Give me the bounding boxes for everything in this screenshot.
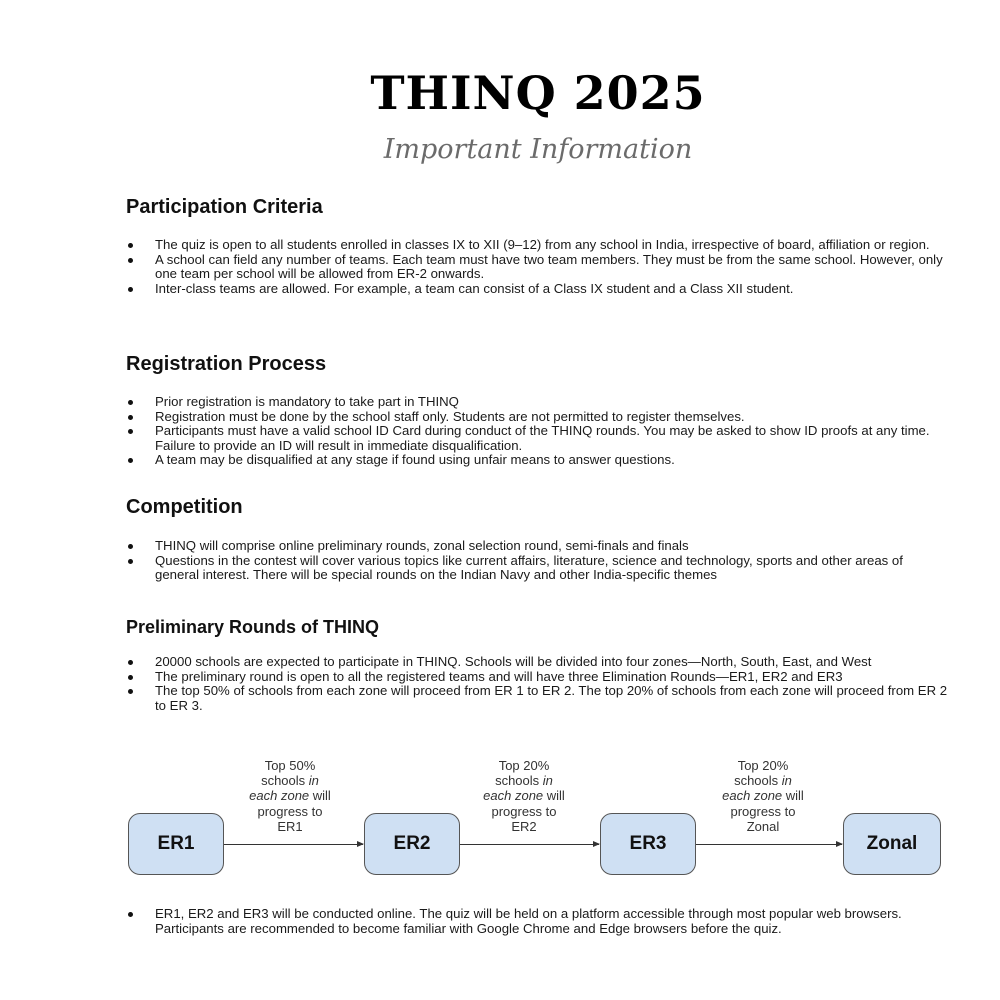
section-heading-registration: Registration Process	[126, 353, 327, 375]
preliminary-list	[126, 655, 948, 713]
flow-note: Top 50% schools in each zone will progress to ER1	[249, 758, 331, 834]
flow-box-er3: ER3	[600, 813, 696, 875]
elimination-flow-diagram	[126, 755, 946, 880]
list-item: The preliminary round is open to all the registered teams and will have three Elimination Rounds—ER1, ER2 and ER3	[126, 670, 948, 685]
section-heading-competition: Competition	[126, 496, 243, 518]
list-item: Questions in the contest will cover various topics like current affairs, literature, science and technology, sports and other areas of general interest. There will be special rounds on the Indian Navy and other India-specific themes	[126, 554, 948, 583]
list-item: A team may be disqualified at any stage if found using unfair means to answer questions.	[126, 453, 948, 468]
list-item: Inter-class teams are allowed. For example, a team can consist of a Class IX student and a Class XII student.	[126, 282, 948, 297]
arrow-right-icon	[460, 844, 599, 845]
page-title: THINQ 2025	[370, 66, 706, 120]
flow-note: Top 20% schools in each zone will progress to Zonal	[722, 758, 804, 834]
registration-list	[126, 395, 948, 468]
flow-box-zonal: Zonal	[843, 813, 941, 875]
page-subtitle: Important Information	[383, 134, 693, 165]
section-heading-preliminary: Preliminary Rounds of THINQ	[126, 617, 380, 637]
competition-list	[126, 539, 948, 583]
flow-note: Top 20% schools in each zone will progress to ER2	[483, 758, 565, 834]
list-item: The quiz is open to all students enrolled in classes IX to XII (9–12) from any school in India, irrespective of board, affiliation or region.	[126, 238, 948, 253]
participation-list	[126, 238, 948, 296]
list-item: ER1, ER2 and ER3 will be conducted online. The quiz will be held on a platform accessible through most popular web browsers. Participants are recommended to become familiar with Google Chrome and Edge browsers before the quiz.	[126, 907, 948, 936]
flow-box-er1: ER1	[128, 813, 224, 875]
arrow-right-icon	[696, 844, 842, 845]
list-item: 20000 schools are expected to participate in THINQ. Schools will be divided into four zones—North, South, East, and West	[126, 655, 948, 670]
list-item: Participants must have a valid school ID Card during conduct of the THINQ rounds. You may be asked to show ID proofs at any time. Failure to provide an ID will result in immediate disqualification.	[126, 424, 948, 453]
list-item: The top 50% of schools from each zone will proceed from ER 1 to ER 2. The top 20% of schools from each zone will proceed from ER 2 to ER 3.	[126, 684, 948, 713]
list-item: Prior registration is mandatory to take part in THINQ	[126, 395, 948, 410]
list-item: Registration must be done by the school staff only. Students are not permitted to register themselves.	[126, 410, 948, 425]
flow-box-er2: ER2	[364, 813, 460, 875]
list-item: A school can field any number of teams. Each team must have two team members. They must be from the same school. However, only one team per school will be allowed from ER-2 onwards.	[126, 253, 948, 282]
list-item: THINQ will comprise online preliminary rounds, zonal selection round, semi-finals and finals	[126, 539, 948, 554]
preliminary-notes-list	[126, 907, 948, 936]
section-heading-participation: Participation Criteria	[126, 196, 323, 218]
arrow-right-icon	[224, 844, 363, 845]
